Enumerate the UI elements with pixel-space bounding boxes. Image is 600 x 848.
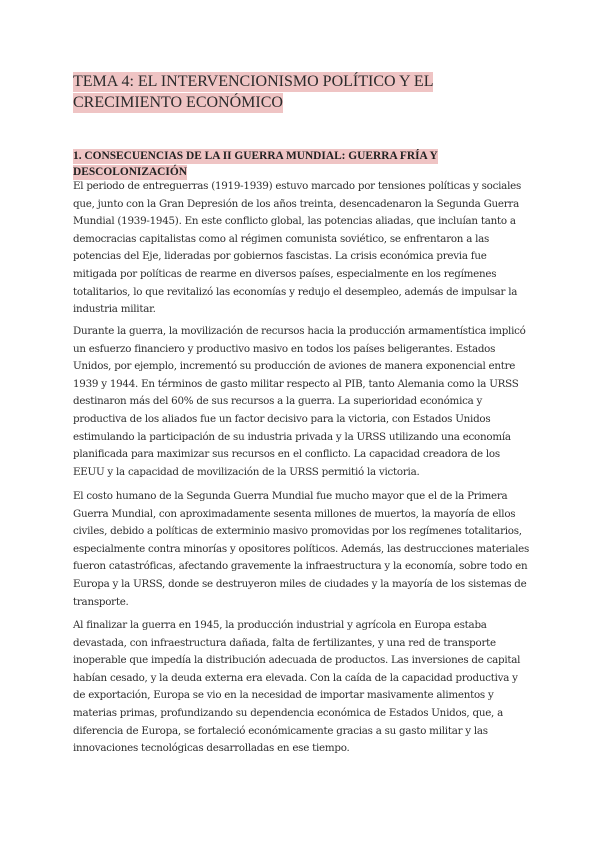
paragraph-1: El periodo de entreguerras (1919-1939) estuvo marcado por tensiones políticas y sociales que, junto con la Gran Depresión de los años treinta, desencadenaron la Segunda Guerra Mundial (1939-1945). En este conflicto global, las potencias aliadas, que incluían tanto a democracias capitalistas como al régimen comunista soviético, se enfrentaron a las potencias del Eje, lideradas por gobiernos fascistas. La crisis económica previa fue mitigada por políticas de rearme en diversos países, especialmente en los regímenes totalitarios, lo que revitalizó las economías y redujo el desempleo, además de impulsar la industria militar.: [73, 180, 521, 316]
paragraph-2: Durante la guerra, la movilización de recursos hacia la producción armamentística implicó un esfuerzo financiero y productivo masivo en todos los países beligerantes. Estados Unidos, por ejemplo, incrementó su producción de aviones de manera exponencial entre 1939 y 1944. En términos de gasto militar respecto al PIB, tanto Alemania como la URSS destinaron más del 60% de sus recursos a la guerra. La superioridad económica y productiva de los aliados fue un factor decisivo para la victoria, con Estados Unidos estimulando la participación de su industria privada y la URSS utilizando una economía planificada para maximizar sus recursos en el conflicto. La capacidad creadora de los EEUU y la capacidad de movilización de la URSS permitió la victoria.: [73, 325, 526, 478]
document-title-text: TEMA 4: EL INTERVENCIONISMO POLÍTICO Y EL CRECIMIENTO ECONÓMICO: [73, 73, 434, 111]
section-heading: [73, 148, 528, 180]
paragraph-4: Al finalizar la guerra en 1945, la producción industrial y agrícola en Europa estaba devastada, con infraestructura dañada, falta de fertilizantes, y una red de transporte inoperable que impedía la distribución adecuada de productos. Las inversiones de capital habían cesado, y la deuda externa era elevada. Con la caída de la capacidad productiva y de exportación, Europa se vio en la necesidad de importar masivamente alimentos y materias primas, profundizando su dependencia económica de Estados Unidos, que, a diferencia de Europa, se fortaleció económicamente gracias a su gasto militar y las innovaciones tecnológicas desarrolladas en ese tiempo.: [73, 619, 521, 755]
section-heading-text: 1. CONSECUENCIAS DE LA II GUERRA MUNDIAL: GUERRA FRÍA Y DESCOLONIZACIÓN: [73, 150, 438, 178]
paragraph-3: El costo humano de la Segunda Guerra Mundial fue mucho mayor que el de la Primera Guerra Mundial, con aproximadamente sesenta millones de muertos, la mayoría de ellos civiles, debido a políticas de exterminio masivo promovidas por los regímenes totalitarios, especialmente contra minorías y opositores políticos. Además, las destrucciones materiales fueron catastróficas, afectando gravemente la infraestructura y la economía, sobre todo en Europa y la URSS, donde se destruyeron miles de ciudades y la mayoría de los sistemas de transporte.: [73, 490, 530, 608]
document-title: [73, 71, 493, 113]
